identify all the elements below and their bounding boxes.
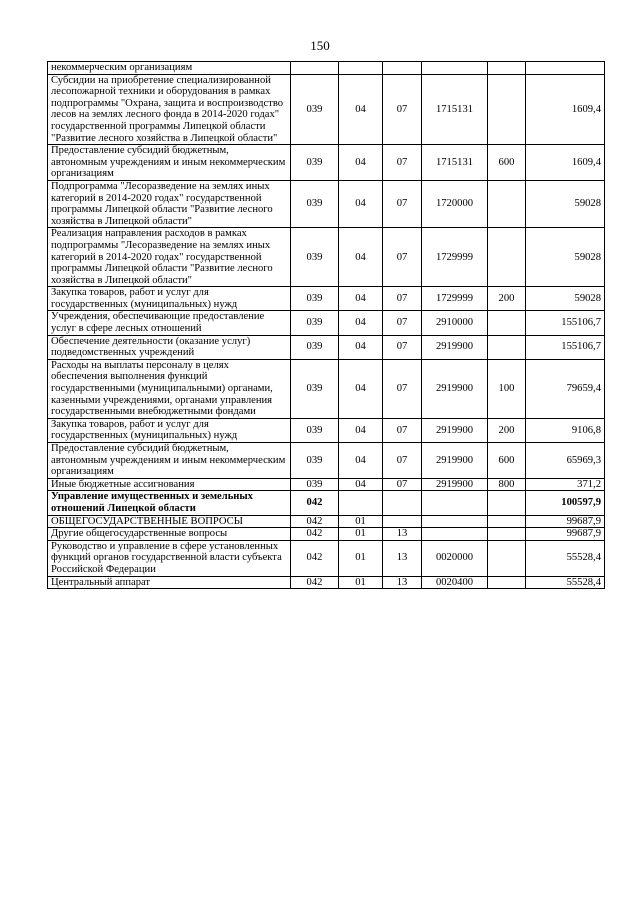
table-row	[48, 228, 605, 287]
cell-section-code	[339, 491, 383, 515]
cell-subsection-code: 07	[383, 335, 422, 359]
cell-target-article-code: 2919900	[422, 335, 488, 359]
cell-department-code: 039	[291, 443, 339, 479]
cell-expense-type-code	[488, 62, 526, 75]
table-row	[48, 74, 605, 145]
cell-section-code: 04	[339, 145, 383, 181]
cell-name: Управление имущественных и земельных отношений Липецкой области	[48, 491, 291, 515]
table-row	[48, 359, 605, 418]
cell-section-code: 01	[339, 528, 383, 541]
cell-amount: 79659,4	[526, 359, 605, 418]
cell-target-article-code: 2919900	[422, 443, 488, 479]
cell-target-article-code: 0020400	[422, 576, 488, 589]
cell-target-article-code: 2910000	[422, 311, 488, 335]
cell-subsection-code: 07	[383, 145, 422, 181]
cell-section-code: 04	[339, 180, 383, 227]
cell-name: Предоставление субсидий бюджетным, автономным учреждениям и иным некоммерческим организациям	[48, 443, 291, 479]
table-row	[48, 515, 605, 528]
cell-section-code: 04	[339, 74, 383, 145]
cell-name: Предоставление субсидий бюджетным, автономным учреждениям и иным некоммерческим организациям	[48, 145, 291, 181]
cell-department-code: 039	[291, 335, 339, 359]
cell-amount: 371,2	[526, 478, 605, 491]
cell-department-code: 039	[291, 311, 339, 335]
cell-target-article-code	[422, 528, 488, 541]
cell-target-article-code: 1729999	[422, 287, 488, 311]
cell-target-article-code	[422, 491, 488, 515]
cell-department-code: 039	[291, 228, 339, 287]
cell-target-article-code: 1715131	[422, 74, 488, 145]
cell-name: Подпрограмма "Лесоразведение на землях иных категорий в 2014-2020 годах" государственной программы Липецкой области "Развитие лесного хозяйства в Липецкой области"	[48, 180, 291, 227]
cell-name: Реализация направления расходов в рамках подпрограммы "Лесоразведение на землях иных категорий в 2014-2020 годах" государственной программы Липецкой области "Развитие лесного хозяйства в Липецкой области"	[48, 228, 291, 287]
cell-department-code: 039	[291, 478, 339, 491]
table-row	[48, 418, 605, 442]
table-row	[48, 576, 605, 589]
cell-amount: 55528,4	[526, 576, 605, 589]
table-row	[48, 478, 605, 491]
cell-section-code: 04	[339, 228, 383, 287]
cell-expense-type-code: 100	[488, 359, 526, 418]
cell-subsection-code: 13	[383, 576, 422, 589]
cell-subsection-code: 07	[383, 443, 422, 479]
cell-amount: 1609,4	[526, 74, 605, 145]
cell-name: Центральный аппарат	[48, 576, 291, 589]
table-row	[48, 287, 605, 311]
cell-subsection-code	[383, 515, 422, 528]
cell-name: Расходы на выплаты персоналу в целях обеспечения выполнения функций государственными (муниципальными) органами, казенными учреждениями, органами управления государственными внебюджетными фондами	[48, 359, 291, 418]
cell-section-code: 04	[339, 418, 383, 442]
cell-department-code: 039	[291, 180, 339, 227]
cell-department-code: 039	[291, 145, 339, 181]
cell-amount	[526, 62, 605, 75]
cell-subsection-code: 07	[383, 478, 422, 491]
cell-target-article-code: 2919900	[422, 478, 488, 491]
cell-name: Другие общегосударственные вопросы	[48, 528, 291, 541]
cell-expense-type-code	[488, 180, 526, 227]
cell-name: Закупка товаров, работ и услуг для государственных (муниципальных) нужд	[48, 287, 291, 311]
cell-amount: 155106,7	[526, 335, 605, 359]
cell-target-article-code: 1720000	[422, 180, 488, 227]
cell-section-code: 01	[339, 576, 383, 589]
cell-expense-type-code	[488, 311, 526, 335]
cell-name: Иные бюджетные ассигнования	[48, 478, 291, 491]
cell-expense-type-code	[488, 540, 526, 576]
cell-name: Закупка товаров, работ и услуг для государственных (муниципальных) нужд	[48, 418, 291, 442]
cell-name: некоммерческим организациям	[48, 62, 291, 75]
cell-subsection-code: 13	[383, 528, 422, 541]
table-row	[48, 180, 605, 227]
cell-subsection-code	[383, 62, 422, 75]
cell-department-code	[291, 62, 339, 75]
cell-expense-type-code: 600	[488, 145, 526, 181]
table-row	[48, 145, 605, 181]
page-number: 150	[310, 38, 330, 53]
cell-department-code: 042	[291, 540, 339, 576]
cell-target-article-code: 1715131	[422, 145, 488, 181]
cell-target-article-code	[422, 515, 488, 528]
cell-department-code: 039	[291, 74, 339, 145]
cell-expense-type-code: 200	[488, 287, 526, 311]
cell-name: Субсидии на приобретение специализированной лесопожарной техники и оборудования в рамках подпрограммы "Охрана, защита и воспроизводство лесов на землях лесного фонда в 2014-2020 годах" государственной программы Липецкой области "Развитие лесного хозяйства в Липецкой области"	[48, 74, 291, 145]
cell-section-code: 04	[339, 443, 383, 479]
cell-name: ОБЩЕГОСУДАРСТВЕННЫЕ ВОПРОСЫ	[48, 515, 291, 528]
cell-expense-type-code: 200	[488, 418, 526, 442]
budget-table-body	[48, 62, 605, 589]
cell-department-code: 039	[291, 418, 339, 442]
cell-amount: 59028	[526, 287, 605, 311]
cell-section-code: 04	[339, 335, 383, 359]
cell-expense-type-code	[488, 228, 526, 287]
table-row	[48, 62, 605, 75]
cell-subsection-code: 13	[383, 540, 422, 576]
cell-expense-type-code	[488, 576, 526, 589]
cell-expense-type-code: 600	[488, 443, 526, 479]
budget-table	[47, 61, 605, 589]
cell-amount: 9106,8	[526, 418, 605, 442]
cell-amount: 55528,4	[526, 540, 605, 576]
table-row	[48, 491, 605, 515]
cell-section-code	[339, 62, 383, 75]
cell-amount: 155106,7	[526, 311, 605, 335]
cell-amount: 1609,4	[526, 145, 605, 181]
table-row	[48, 311, 605, 335]
cell-expense-type-code	[488, 335, 526, 359]
cell-department-code: 039	[291, 359, 339, 418]
cell-target-article-code: 1729999	[422, 228, 488, 287]
cell-section-code: 04	[339, 478, 383, 491]
table-row	[48, 528, 605, 541]
cell-name: Учреждения, обеспечивающие предоставление услуг в сфере лесных отношений	[48, 311, 291, 335]
cell-amount: 99687,9	[526, 515, 605, 528]
cell-department-code: 042	[291, 528, 339, 541]
cell-department-code: 042	[291, 576, 339, 589]
cell-subsection-code: 07	[383, 359, 422, 418]
cell-subsection-code: 07	[383, 418, 422, 442]
cell-section-code: 04	[339, 359, 383, 418]
cell-target-article-code: 2919900	[422, 418, 488, 442]
table-row	[48, 335, 605, 359]
cell-section-code: 04	[339, 287, 383, 311]
cell-expense-type-code	[488, 528, 526, 541]
cell-subsection-code: 07	[383, 180, 422, 227]
cell-section-code: 01	[339, 515, 383, 528]
cell-subsection-code: 07	[383, 74, 422, 145]
cell-amount: 59028	[526, 180, 605, 227]
cell-expense-type-code	[488, 491, 526, 515]
cell-expense-type-code	[488, 515, 526, 528]
cell-expense-type-code	[488, 74, 526, 145]
cell-department-code: 039	[291, 287, 339, 311]
table-row	[48, 443, 605, 479]
cell-department-code: 042	[291, 491, 339, 515]
cell-target-article-code	[422, 62, 488, 75]
cell-section-code: 04	[339, 311, 383, 335]
cell-subsection-code: 07	[383, 287, 422, 311]
cell-name: Обеспечение деятельности (оказание услуг) подведомственных учреждений	[48, 335, 291, 359]
cell-subsection-code: 07	[383, 311, 422, 335]
cell-subsection-code: 07	[383, 228, 422, 287]
cell-name: Руководство и управление в сфере установленных функций органов государственной власти субъекта Российской Федерации	[48, 540, 291, 576]
cell-section-code: 01	[339, 540, 383, 576]
cell-target-article-code: 2919900	[422, 359, 488, 418]
cell-amount: 100597,9	[526, 491, 605, 515]
cell-target-article-code: 0020000	[422, 540, 488, 576]
cell-amount: 65969,3	[526, 443, 605, 479]
cell-department-code: 042	[291, 515, 339, 528]
cell-amount: 99687,9	[526, 528, 605, 541]
cell-amount: 59028	[526, 228, 605, 287]
cell-expense-type-code: 800	[488, 478, 526, 491]
table-row	[48, 540, 605, 576]
cell-subsection-code	[383, 491, 422, 515]
